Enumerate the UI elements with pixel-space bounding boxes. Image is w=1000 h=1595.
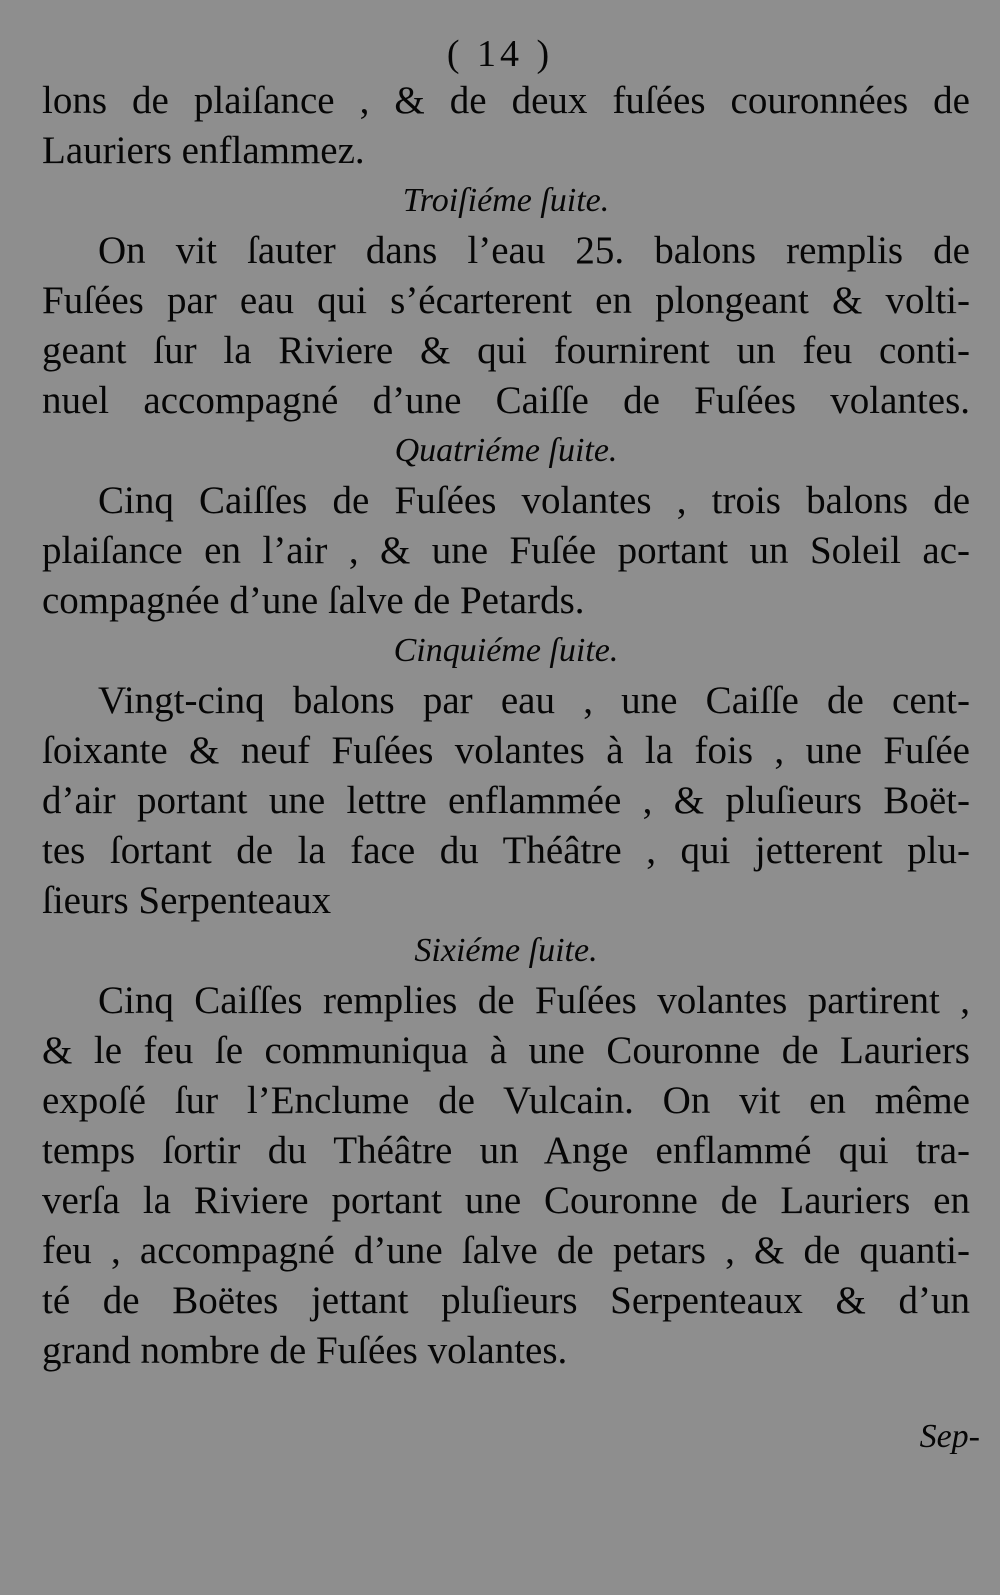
text-line: verſa la Riviere portant une Couronne de Lauriers en (42, 1179, 970, 1222)
text-line: nuel accompagné d’une Caiſſe de Fuſées volantes. (42, 379, 970, 422)
text-line: & le feu ſe communiqua à une Couronne de Lauriers (42, 1029, 970, 1072)
text-line: On vit ſauter dans l’eau 25. balons remplis de (98, 229, 970, 272)
text-line: Fuſées par eau qui s’écarterent en plongeant & volti- (42, 279, 970, 322)
text-line: Cinq Caiſſes remplies de Fuſées volantes partirent , (98, 979, 970, 1022)
text-line: feu , accompagné d’une ſalve de petars , & de quanti- (42, 1229, 970, 1272)
body-text (42, 76, 970, 1376)
text-line: compagnée d’une ſalve de Petards. (42, 579, 585, 622)
text-line: ſoixante & neuf Fuſées volantes à la fois , une Fuſée (42, 729, 970, 772)
text-line: geant ſur la Riviere & qui fournirent un feu conti- (42, 329, 970, 372)
text-line: Vingt-cinq balons par eau , une Caiſſe de cent- (98, 679, 970, 722)
section-heading: Cinquiéme ſuite. (393, 632, 619, 669)
text-line: lons de plaiſance , & de deux fuſées couronnées de (42, 79, 970, 122)
text-line: Lauriers enflammez. (42, 129, 365, 172)
text-line: expoſé ſur l’Enclume de Vulcain. On vit en même (42, 1079, 970, 1122)
text-line: grand nombre de Fuſées volantes. (42, 1329, 568, 1372)
section-heading: Quatriéme ſuite. (394, 432, 618, 469)
section-heading: Troiſiéme ſuite. (402, 182, 610, 219)
text-line: té de Boëtes jettant pluſieurs Serpenteaux & d’un (42, 1279, 970, 1322)
text-line: tes ſortant de la face du Théâtre , qui jetterent plu- (42, 829, 970, 872)
catchword: Sep- (919, 1418, 980, 1455)
text-line: ſieurs Serpenteaux (42, 879, 332, 922)
text-line: Cinq Caiſſes de Fuſées volantes , trois balons de (98, 479, 970, 522)
section-heading: Sixiéme ſuite. (414, 932, 598, 969)
text-line: plaiſance en l’air , & une Fuſée portant un Soleil ac- (42, 529, 970, 572)
text-line: temps ſortir du Théâtre un Ange enflammé qui tra- (42, 1129, 970, 1172)
text-line: d’air portant une lettre enflammée , & pluſieurs Boët- (42, 779, 970, 822)
page-number: ( 14 ) (446, 33, 554, 75)
